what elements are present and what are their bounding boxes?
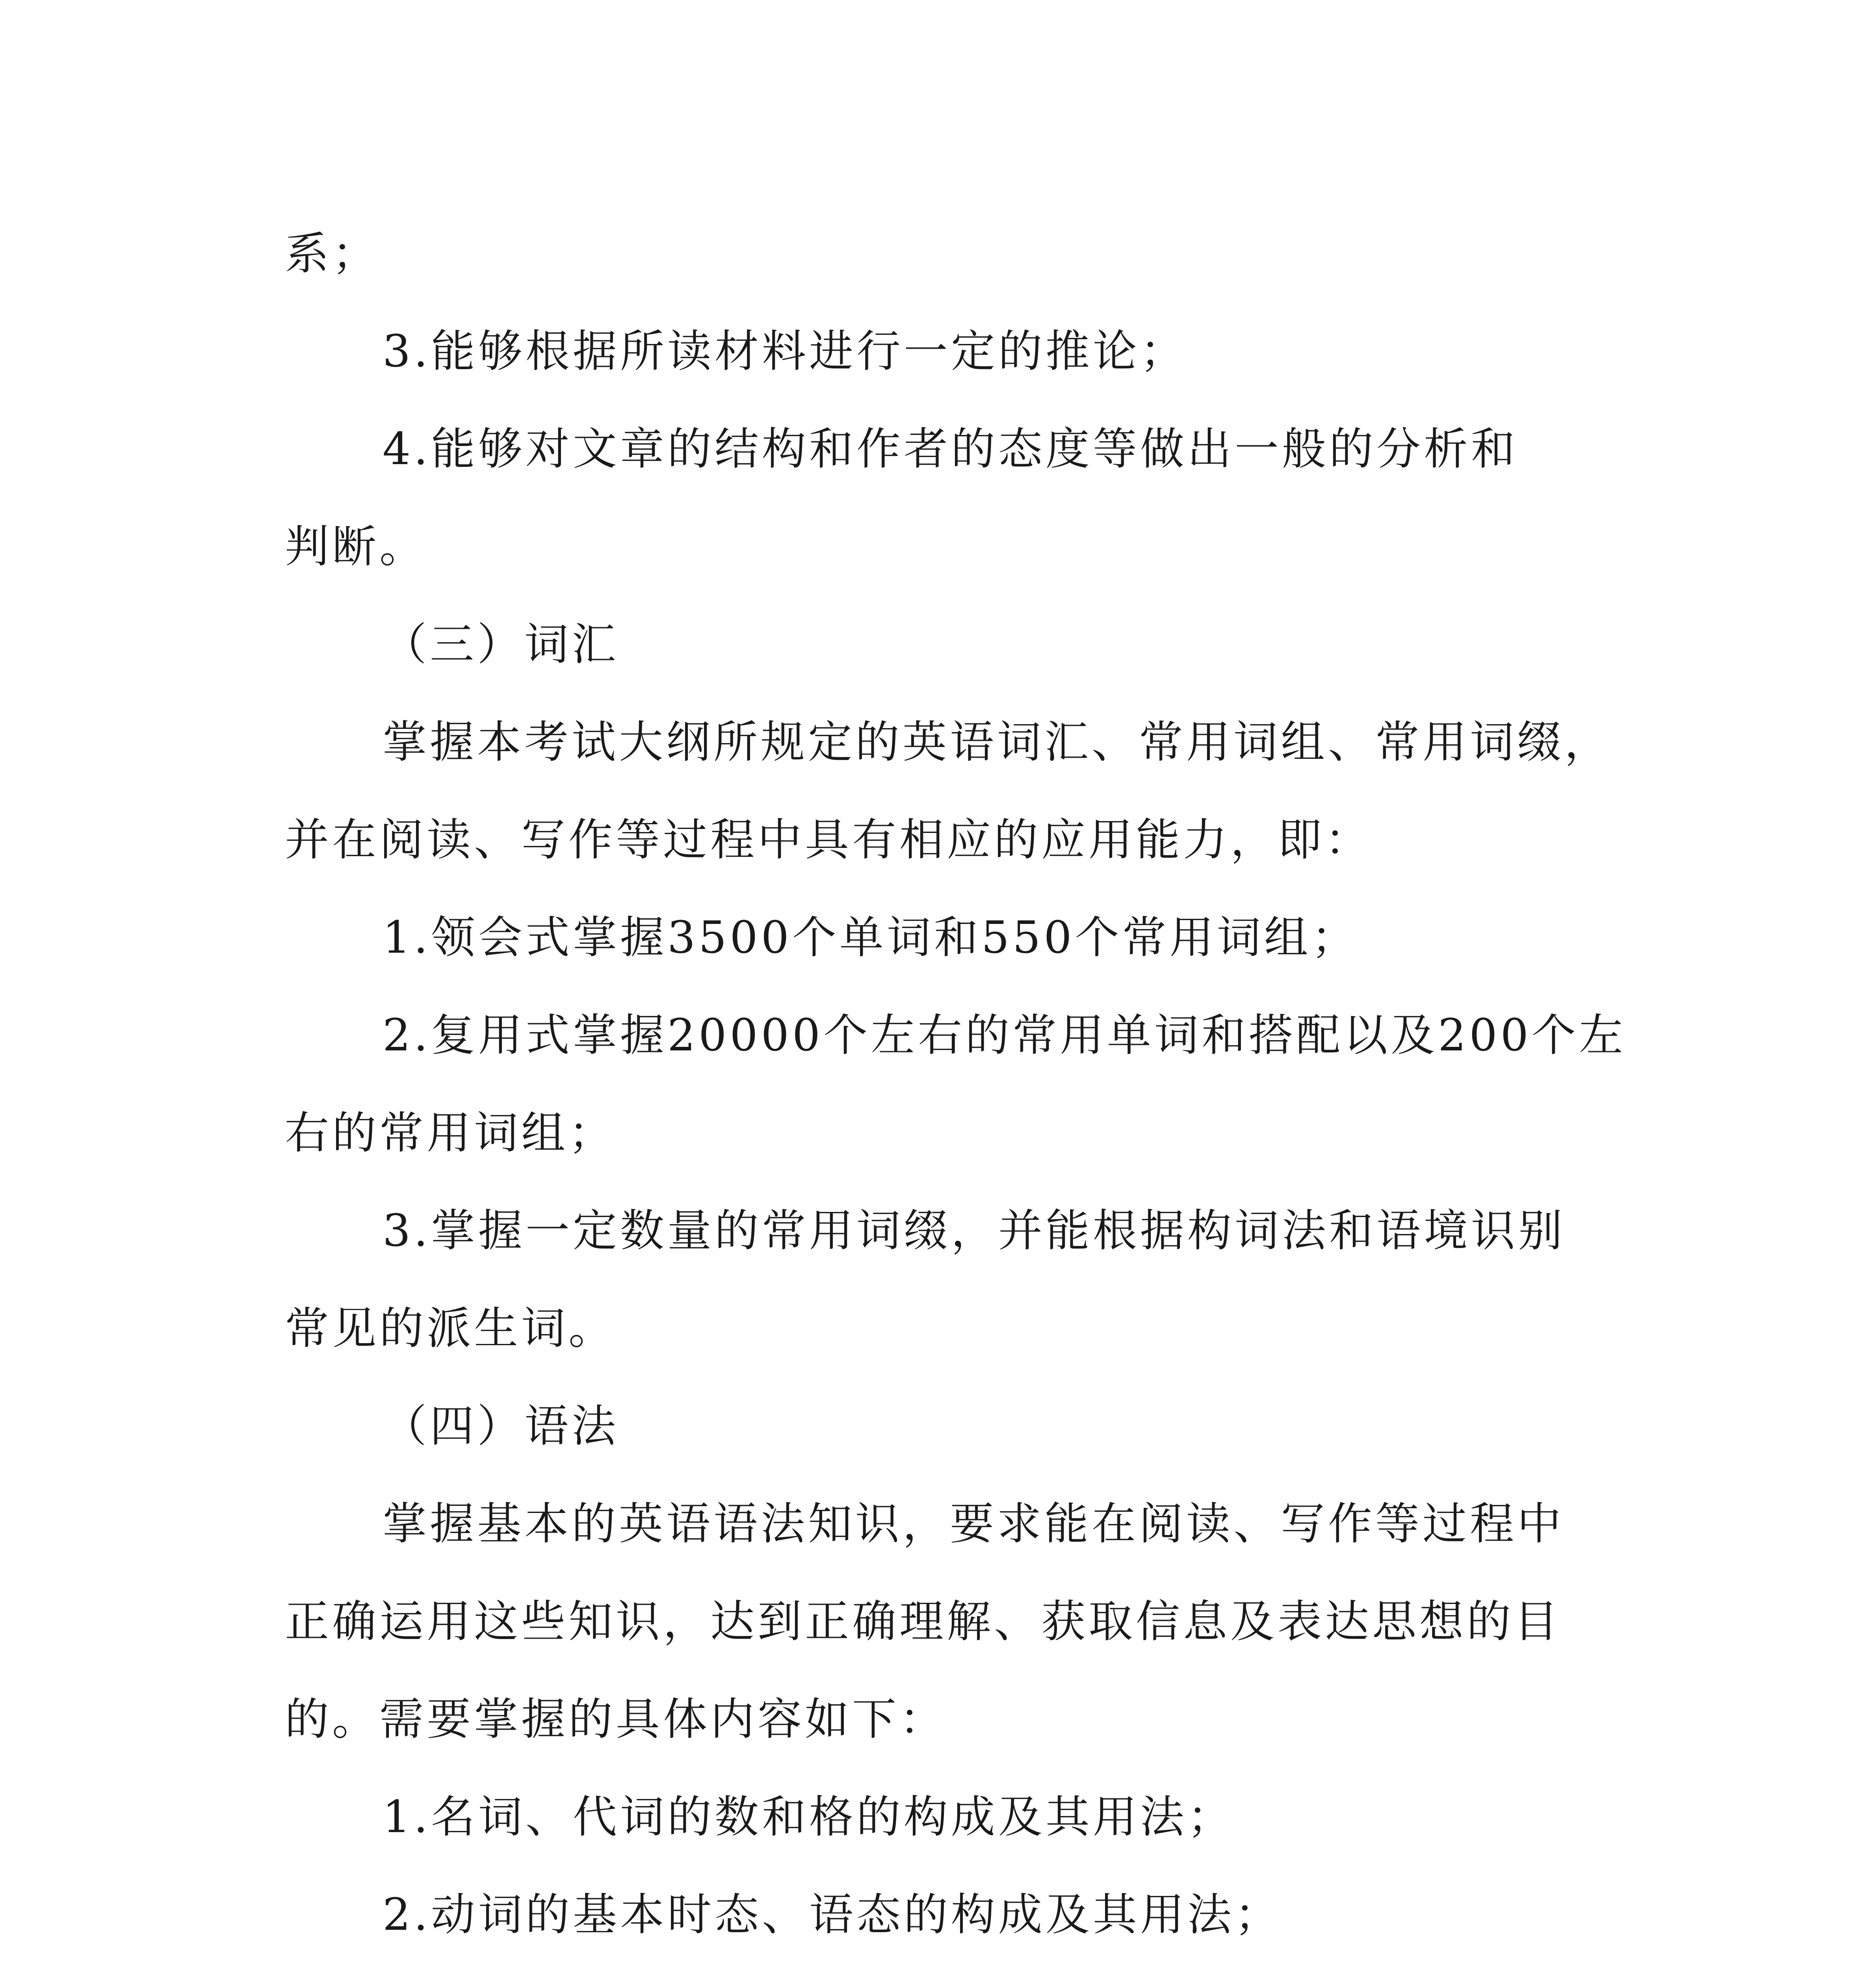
paragraph-line: 并在阅读、写作等过程中具有相应的应用能力，即： [285, 814, 1372, 866]
paragraph-line: 掌握基本的英语语法知识，要求能在阅读、写作等过程中 [383, 1498, 1564, 1550]
paragraph-line: 掌握本考试大纲所规定的英语词汇、常用词组、常用词缀， [383, 717, 1612, 768]
list-item [285, 1964, 1597, 1970]
text-line: 判断。 [285, 521, 427, 572]
text-line: 常见的派生词。 [285, 1303, 616, 1354]
paragraph-line: 的。需要掌握的具体内容如下： [285, 1694, 947, 1745]
list-item: 4.能够对文章的结构和作者的态度等做出一般的分析和 [383, 424, 1518, 475]
list-item: 3.掌握一定数量的常用词缀，并能根据构词法和语境识别 [383, 1205, 1566, 1256]
document-body [285, 205, 1626, 1970]
paragraph-line: 正确运用这些知识，达到正确理解、获取信息及表达思想的目 [285, 1596, 1561, 1647]
section-heading: （四）语法 [383, 1401, 619, 1452]
list-item: 2.复用式掌握20000个左右的常用单词和搭配以及200个左 [383, 1010, 1626, 1061]
list-item: 1.名词、代词的数和格的构成及其用法； [383, 1792, 1235, 1843]
list-item: 2.动词的基本时态、语态的构成及其用法； [383, 1889, 1282, 1940]
list-item: 1.领会式掌握3500个单词和550个常用词组； [383, 912, 1359, 963]
text-line: 系； [285, 228, 379, 279]
section-heading: （三）词汇 [383, 619, 619, 670]
text-line: 右的常用词组； [285, 1108, 616, 1159]
list-item: 3.能够根据所读材料进行一定的推论； [383, 326, 1187, 377]
